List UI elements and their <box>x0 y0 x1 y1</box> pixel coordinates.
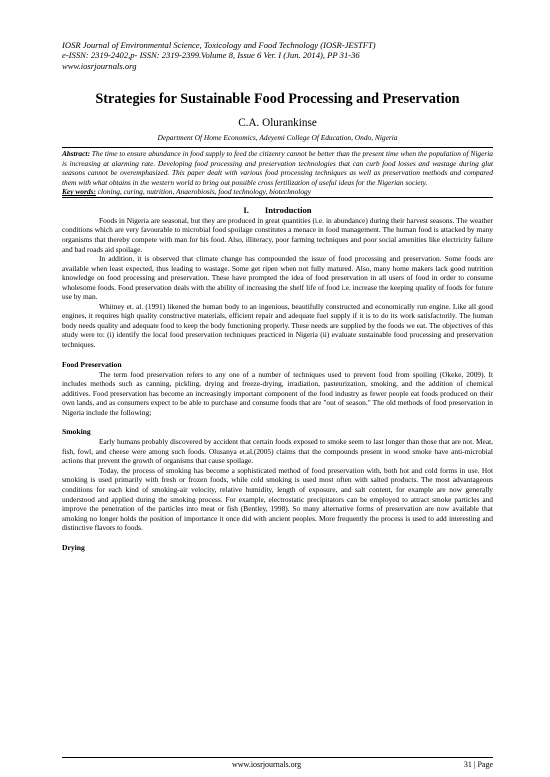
section-heading-introduction <box>62 205 493 216</box>
page-footer <box>62 757 493 769</box>
abstract-label: Abstract: <box>62 149 90 159</box>
intro-paragraph: Whitney et. al. (1991) likened the human body to an ingenious, beautifully constructed and economically run engine. Like all good engines, it requires high quality constructive materials, efficient repair and adequate fuel supply if it is to do its work satisfactorily. The human body needs quality and adequate food to keep the body functioning properly. These needs are supplied by the foods we eat. The objectives of this study were to: (i) identify the local food preservation techniques practiced in Nigeria (ii) evaluate sustainable food processing and preservation techniques. <box>62 301 493 350</box>
page-number: 31 | Page <box>463 760 493 769</box>
journal-name: IOSR Journal of Environmental Science, Toxicology and Food Technology (IOSR-JESTFT) <box>62 40 376 50</box>
section-number: I. <box>243 204 249 215</box>
food-preservation-paragraph: The term food preservation refers to any one of a number of techniques used to prevent food from spoiling (Okeke, 2009). It includes methods such as canning, pickling, drying and freeze-drying, irradiation, pasteurization, smoking, and the addition of chemical additives. Food preservation has become an increasingly important component of the food industry as fewer people eat foods produced on their own lands, and as consumers expect to be able to purchase and consume foods that are "out of season." The old methods of food preservation in Nigeria include the following; <box>62 369 493 417</box>
section-title: Introduction <box>264 204 312 215</box>
abstract <box>62 149 493 187</box>
divider-top <box>62 147 493 148</box>
author-affiliation: Department Of Home Economics, Adeyemi College Of Education, Ondo, Nigeria <box>157 133 398 143</box>
journal-issn: e-ISSN: 2319-2402,p- ISSN: 2319-2399.Volume 8, Issue 6 Ver. I (Jun. 2014), PP 31-36 <box>62 50 360 61</box>
subheading-drying: Drying <box>62 542 85 552</box>
subheading-food-preservation: Food Preservation <box>62 359 122 369</box>
paper-title: Strategies for Sustainable Food Processing and Preservation <box>95 91 460 108</box>
journal-header <box>62 40 493 71</box>
intro-paragraph: In addition, it is observed that climate change has compounded the issue of food processing and preservation. Some foods are available when least expected, thus leading to wastage. Some get ripen when not fully matured. Also, many home makers lack good nutrition knowledge on food processing and preservation. These have prompted the idea of food preservation in all users of food in order to consume wholesome foods. Food preservation deals with the ability of increasing the shelf life of food i.e. increase the keeping quality of foods for future use by man. <box>62 254 493 302</box>
smoking-paragraph: Today, the process of smoking has become a sophisticated method of food preservation with, both hot and cold forms in use. Hot smoking is used primarily with fresh or frozen foods, while cold smoking is used most often with salted products. The most advantageous conditions for each kind of smoking-air velocity, relative humidity, length of exposure, and salt content, for example are now generally understood and applied during the smoking process. For example, electrostatic precipitators can be employed to attract smoke particles and improve the penetration of the particles into meat or fish (Bentley, 1998). So many alternative forms of preservation are now available that smoking no longer holds the position of importance it once did with ancient peoples. More frequently the process is used to add interesting and distinctive flavors to foods. <box>62 465 493 533</box>
footer-site-url: www.iosrjournals.org <box>232 760 302 769</box>
keywords-label: Key words: <box>62 187 96 197</box>
abstract-text: The time to ensure abundance in food supply to feed the citizenry cannot be better than the present time when the population of Nigeria is increasing at alarming rate. Developing food processing and preservation technologies that can curb food losses and wastage during glut seasons cannot be overemphasized. This paper dealt with various food processing techniques as well as preservation methods and compared them with what obtains in the western world to bring out possible cross fertilization of useful ideas for the Nigerian society. <box>62 149 493 187</box>
page-content <box>62 40 493 553</box>
keywords <box>62 187 493 197</box>
intro-paragraph: Foods in Nigeria are seasonal, but they are produced in great quantities (i.e. in abundance) during their harvest seasons. The weather conditions which are very favourable to microbial food spoilage constitutes a menace in food management. The human food is attacked by many organisms that thereby compete with man for his food. Also, illiteracy, poor farming techniques and poor social amenities like electricity failure and bad roads aid spoilage. <box>62 215 493 254</box>
keywords-text: cloning, curing, nutrition, Anaerobiosis, food technology, biotechnology <box>95 187 312 197</box>
journal-url: www.iosrjournals.org <box>62 60 137 71</box>
divider-bottom <box>62 197 493 198</box>
author-name: C.A. Olurankinse <box>238 117 317 130</box>
subheading-smoking: Smoking <box>62 427 91 437</box>
smoking-paragraph: Early humans probably discovered by accident that certain foods exposed to smoke seem to last longer than those that are not. Meat, fish, fowl, and cheese were among such foods. Olusanya et.al.(2005) claims that the compounds present in wood smoke have anti-microbial actions that prevent the growth of organisms that cause spoilage. <box>62 437 493 466</box>
